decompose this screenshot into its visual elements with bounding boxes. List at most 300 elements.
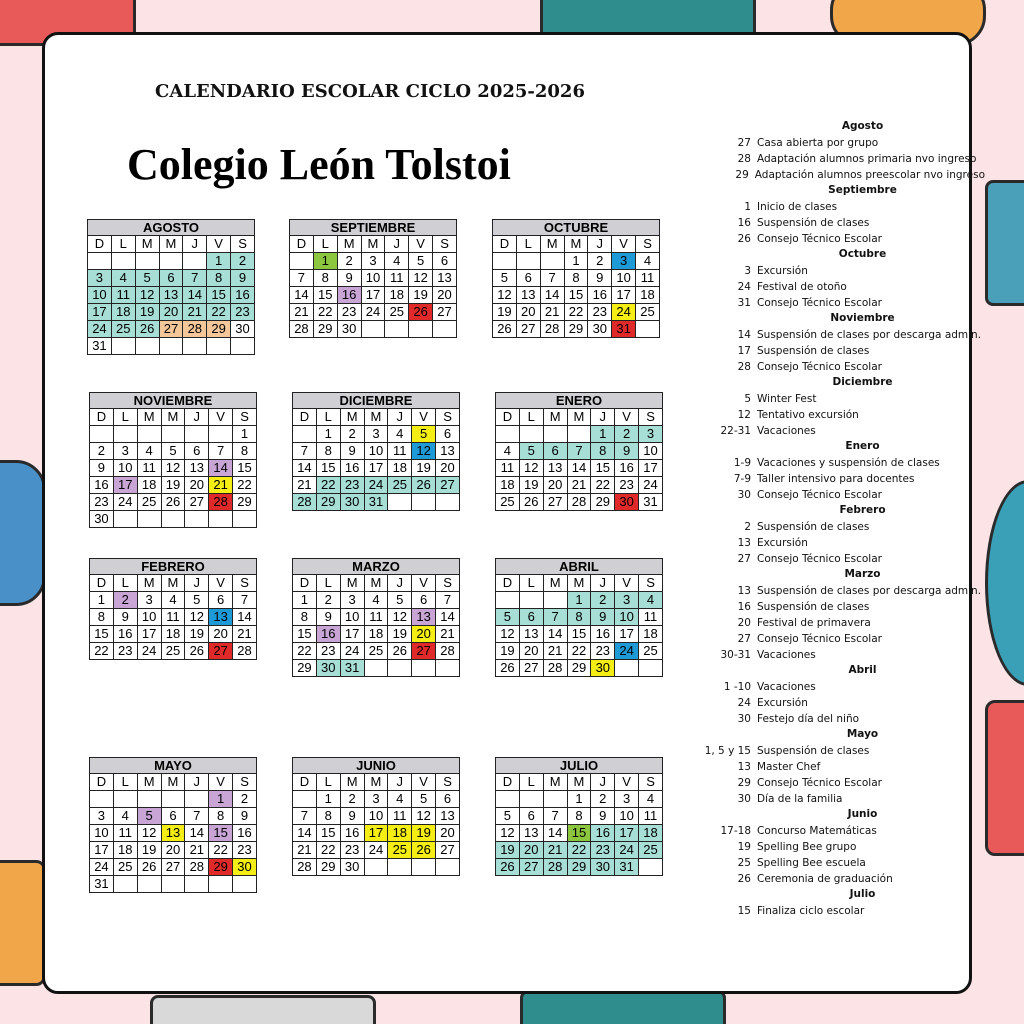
event-text: Adaptación alumnos preescolar nvo ingreso — [754, 169, 985, 181]
day-cell: 18 — [364, 626, 388, 643]
day-cell: 2 — [90, 443, 114, 460]
day-cell: 27 — [436, 477, 460, 494]
day-cell: 11 — [113, 825, 137, 842]
event-date: 17-18 — [720, 825, 751, 837]
day-cell: 3 — [113, 443, 137, 460]
event-text: Taller intensivo para docentes — [757, 473, 915, 485]
weekday-header: V — [209, 409, 233, 426]
day-cell: 15 — [564, 287, 588, 304]
event-date: 16 — [737, 217, 751, 229]
empty-cell — [113, 876, 137, 893]
day-cell: 16 — [340, 825, 364, 842]
weekday-header: V — [412, 575, 436, 592]
weekday-header: D — [88, 236, 112, 253]
empty-cell — [113, 791, 137, 808]
event-text: Winter Fest — [757, 393, 817, 405]
day-cell: 2 — [233, 791, 257, 808]
event-date: 30 — [737, 793, 751, 805]
event-text: Suspensión de clases — [757, 745, 870, 757]
empty-cell — [543, 791, 567, 808]
day-cell: 7 — [293, 443, 317, 460]
weekday-header: S — [233, 774, 257, 791]
event-item — [685, 167, 985, 183]
weekday-header: L — [313, 236, 337, 253]
day-cell: 3 — [612, 253, 636, 270]
day-cell: 25 — [137, 494, 161, 511]
day-cell: 4 — [137, 443, 161, 460]
day-cell: 20 — [436, 825, 460, 842]
day-cell: 4 — [388, 426, 412, 443]
month-title: FEBRERO — [89, 558, 257, 574]
day-cell: 8 — [233, 443, 257, 460]
day-cell: 12 — [493, 287, 517, 304]
empty-cell — [113, 426, 137, 443]
events-month-heading: Mayo — [846, 728, 879, 740]
day-cell: 25 — [388, 842, 412, 859]
day-cell: 20 — [519, 643, 543, 660]
day-cell: 25 — [388, 477, 412, 494]
month-febrero — [89, 558, 257, 660]
month-enero — [495, 392, 663, 511]
empty-cell — [364, 859, 388, 876]
day-cell: 30 — [588, 321, 612, 338]
day-cell: 23 — [233, 842, 257, 859]
weekday-header: V — [209, 774, 233, 791]
day-cell: 20 — [543, 477, 567, 494]
event-item — [685, 631, 985, 647]
day-cell: 21 — [185, 842, 209, 859]
empty-cell — [111, 253, 135, 270]
event-date: 28 — [737, 153, 751, 165]
day-cell: 28 — [567, 494, 591, 511]
day-cell: 9 — [591, 609, 615, 626]
day-cell: 20 — [412, 626, 436, 643]
day-cell: 18 — [113, 842, 137, 859]
event-date: 2 — [744, 521, 751, 533]
day-cell: 15 — [316, 825, 340, 842]
day-cell: 24 — [113, 494, 137, 511]
day-cell: 1 — [567, 791, 591, 808]
day-cell: 23 — [113, 643, 137, 660]
empty-cell — [636, 321, 660, 338]
event-item — [685, 199, 985, 215]
day-cell: 27 — [519, 660, 543, 677]
day-cell: 5 — [409, 253, 433, 270]
day-cell: 3 — [364, 791, 388, 808]
day-cell: 12 — [496, 825, 520, 842]
empty-cell — [519, 592, 543, 609]
empty-cell — [388, 494, 412, 511]
empty-cell — [567, 426, 591, 443]
day-cell: 8 — [209, 808, 233, 825]
month-title: ENERO — [495, 392, 663, 408]
day-cell: 13 — [209, 609, 233, 626]
day-cell: 29 — [564, 321, 588, 338]
weekday-header: D — [496, 575, 520, 592]
day-cell: 22 — [233, 477, 257, 494]
day-cell: 10 — [364, 808, 388, 825]
event-text: Consejo Técnico Escolar — [757, 361, 882, 373]
day-cell: 21 — [183, 304, 207, 321]
day-cell: 8 — [316, 808, 340, 825]
event-text: Consejo Técnico Escolar — [757, 633, 882, 645]
day-cell: 15 — [90, 626, 114, 643]
weekday-header: V — [209, 575, 233, 592]
month-junio — [292, 757, 460, 876]
day-cell: 24 — [137, 643, 161, 660]
event-item — [685, 519, 985, 535]
event-item — [685, 679, 985, 695]
events-month-heading: Diciembre — [832, 376, 893, 388]
day-cell: 19 — [412, 460, 436, 477]
day-cell: 27 — [185, 494, 209, 511]
decor-globe-right — [985, 480, 1024, 686]
day-cell: 20 — [436, 460, 460, 477]
day-cell: 6 — [543, 443, 567, 460]
empty-cell — [183, 338, 207, 355]
day-cell: 28 — [185, 859, 209, 876]
weekday-header: J — [388, 774, 412, 791]
empty-cell — [293, 791, 317, 808]
day-cell: 10 — [137, 609, 161, 626]
event-text: Suspensión de clases — [757, 217, 870, 229]
event-item — [685, 695, 985, 711]
empty-cell — [519, 791, 543, 808]
event-item — [685, 551, 985, 567]
event-text: Inicio de clases — [757, 201, 838, 213]
event-text: Festival de otoño — [757, 281, 847, 293]
day-cell: 9 — [340, 808, 364, 825]
day-cell: 13 — [543, 460, 567, 477]
day-cell: 4 — [639, 592, 663, 609]
day-cell: 3 — [364, 426, 388, 443]
day-cell: 13 — [159, 287, 183, 304]
day-cell: 12 — [161, 460, 185, 477]
weekday-header: D — [496, 409, 520, 426]
day-cell: 19 — [185, 626, 209, 643]
day-cell: 18 — [636, 287, 660, 304]
day-cell: 13 — [185, 460, 209, 477]
day-cell: 9 — [231, 270, 255, 287]
empty-cell — [290, 253, 314, 270]
day-cell: 1 — [233, 426, 257, 443]
event-item — [685, 839, 985, 855]
event-text: Consejo Técnico Escolar — [757, 553, 882, 565]
decor-globe-left — [0, 460, 46, 606]
day-cell: 7 — [436, 592, 460, 609]
event-text: Spelling Bee escuela — [757, 857, 866, 869]
day-cell: 22 — [209, 842, 233, 859]
day-cell: 1 — [90, 592, 114, 609]
day-cell: 15 — [207, 287, 231, 304]
day-cell: 5 — [412, 791, 436, 808]
day-cell: 12 — [412, 443, 436, 460]
event-date: 29 — [737, 777, 751, 789]
day-cell: 3 — [340, 592, 364, 609]
month-diciembre — [292, 392, 460, 511]
day-cell: 29 — [316, 494, 340, 511]
day-cell: 6 — [185, 443, 209, 460]
day-cell: 17 — [615, 825, 639, 842]
day-cell: 6 — [436, 791, 460, 808]
day-cell: 11 — [639, 609, 663, 626]
day-cell: 4 — [161, 592, 185, 609]
day-cell: 1 — [591, 426, 615, 443]
day-cell: 12 — [519, 460, 543, 477]
weekday-header: M — [340, 774, 364, 791]
empty-cell — [639, 660, 663, 677]
empty-cell — [185, 791, 209, 808]
day-cell: 28 — [543, 660, 567, 677]
empty-cell — [412, 859, 436, 876]
events-month-heading: Marzo — [844, 568, 881, 580]
day-cell: 11 — [388, 808, 412, 825]
event-date: 26 — [737, 873, 751, 885]
empty-cell — [615, 660, 639, 677]
month-title: ABRIL — [495, 558, 663, 574]
day-cell: 27 — [433, 304, 457, 321]
event-item — [685, 231, 985, 247]
empty-cell — [209, 511, 233, 528]
event-date: 13 — [737, 537, 751, 549]
events-month-heading: Octubre — [838, 248, 887, 260]
weekday-header: M — [567, 774, 591, 791]
event-text: Concurso Matemáticas — [757, 825, 877, 837]
weekday-header: D — [90, 575, 114, 592]
day-cell: 4 — [639, 791, 663, 808]
weekday-header: J — [591, 774, 615, 791]
day-cell: 22 — [567, 842, 591, 859]
weekday-header: D — [90, 409, 114, 426]
day-cell: 7 — [540, 270, 564, 287]
day-cell: 16 — [588, 287, 612, 304]
weekday-header: V — [412, 774, 436, 791]
event-item — [685, 599, 985, 615]
day-cell: 29 — [207, 321, 231, 338]
day-cell: 22 — [316, 842, 340, 859]
day-cell: 16 — [113, 626, 137, 643]
empty-cell — [293, 426, 317, 443]
day-cell: 6 — [159, 270, 183, 287]
events-list — [685, 119, 985, 919]
day-cell: 5 — [496, 609, 520, 626]
empty-cell — [233, 511, 257, 528]
day-cell: 22 — [591, 477, 615, 494]
event-text: Suspensión de clases por descarga admin. — [757, 329, 982, 341]
empty-cell — [137, 876, 161, 893]
day-cell: 20 — [161, 842, 185, 859]
day-cell: 24 — [90, 859, 114, 876]
day-cell: 31 — [88, 338, 112, 355]
day-cell: 1 — [209, 791, 233, 808]
event-item — [685, 615, 985, 631]
event-text: Casa abierta por grupo — [757, 137, 879, 149]
event-text: Excursión — [757, 537, 808, 549]
day-cell: 23 — [340, 477, 364, 494]
day-cell: 15 — [591, 460, 615, 477]
event-item — [685, 151, 985, 167]
empty-cell — [388, 859, 412, 876]
events-month-heading: Junio — [847, 808, 878, 820]
day-cell: 19 — [409, 287, 433, 304]
day-cell: 30 — [231, 321, 255, 338]
day-cell: 10 — [88, 287, 112, 304]
day-cell: 5 — [161, 443, 185, 460]
day-cell: 28 — [543, 859, 567, 876]
day-cell: 4 — [496, 443, 520, 460]
day-cell: 7 — [233, 592, 257, 609]
day-cell: 4 — [113, 808, 137, 825]
day-cell: 3 — [615, 791, 639, 808]
event-item — [685, 487, 985, 503]
event-item — [685, 343, 985, 359]
day-cell: 21 — [567, 477, 591, 494]
day-cell: 30 — [591, 660, 615, 677]
weekday-header: L — [316, 409, 340, 426]
day-cell: 16 — [615, 460, 639, 477]
day-cell: 2 — [615, 426, 639, 443]
day-cell: 15 — [209, 825, 233, 842]
weekday-header: S — [231, 236, 255, 253]
day-cell: 27 — [543, 494, 567, 511]
day-cell: 16 — [340, 460, 364, 477]
weekday-header: M — [340, 409, 364, 426]
event-text: Suspensión de clases por descarga admin. — [757, 585, 982, 597]
empty-cell — [161, 791, 185, 808]
day-cell: 23 — [337, 304, 361, 321]
month-julio — [495, 757, 663, 876]
event-item — [685, 407, 985, 423]
month-table — [89, 574, 257, 660]
day-cell: 20 — [433, 287, 457, 304]
event-text: Excursión — [757, 697, 808, 709]
empty-cell — [496, 426, 520, 443]
day-cell: 16 — [90, 477, 114, 494]
decor-crayon — [0, 860, 46, 986]
weekday-header: L — [519, 575, 543, 592]
empty-cell — [543, 592, 567, 609]
event-text: Consejo Técnico Escolar — [757, 777, 882, 789]
weekday-header: S — [233, 575, 257, 592]
day-cell: 2 — [316, 592, 340, 609]
day-cell: 9 — [588, 270, 612, 287]
event-text: Consejo Técnico Escolar — [757, 233, 882, 245]
day-cell: 23 — [615, 477, 639, 494]
day-cell: 11 — [137, 460, 161, 477]
day-cell: 20 — [209, 626, 233, 643]
day-cell: 30 — [337, 321, 361, 338]
month-table — [495, 574, 663, 677]
day-cell: 22 — [567, 643, 591, 660]
day-cell: 2 — [231, 253, 255, 270]
day-cell: 26 — [161, 494, 185, 511]
weekday-header: S — [436, 774, 460, 791]
day-cell: 26 — [185, 643, 209, 660]
day-cell: 25 — [113, 859, 137, 876]
weekday-header: M — [543, 774, 567, 791]
day-cell: 4 — [385, 253, 409, 270]
day-cell: 21 — [293, 477, 317, 494]
day-cell: 19 — [388, 626, 412, 643]
event-date: 13 — [737, 761, 751, 773]
decor-pencil-right — [985, 700, 1024, 856]
events-month-heading: Abril — [848, 664, 877, 676]
decor-cup — [985, 180, 1024, 306]
day-cell: 26 — [388, 643, 412, 660]
day-cell: 27 — [412, 643, 436, 660]
day-cell: 18 — [496, 477, 520, 494]
weekday-header: M — [161, 409, 185, 426]
day-cell: 19 — [412, 825, 436, 842]
month-table — [89, 408, 257, 528]
day-cell: 31 — [612, 321, 636, 338]
event-text: Consejo Técnico Escolar — [757, 297, 882, 309]
decor-notebook — [520, 990, 726, 1024]
empty-cell — [113, 511, 137, 528]
empty-cell — [233, 876, 257, 893]
empty-cell — [496, 791, 520, 808]
day-cell: 22 — [313, 304, 337, 321]
day-cell: 21 — [436, 626, 460, 643]
day-cell: 2 — [113, 592, 137, 609]
empty-cell — [137, 791, 161, 808]
month-table — [492, 235, 660, 338]
day-cell: 31 — [639, 494, 663, 511]
event-text: Excursión — [757, 265, 808, 277]
weekday-header: L — [113, 409, 137, 426]
day-cell: 18 — [137, 477, 161, 494]
day-cell: 23 — [591, 842, 615, 859]
empty-cell — [436, 494, 460, 511]
day-cell: 23 — [591, 643, 615, 660]
event-text: Vacaciones y suspensión de clases — [757, 457, 940, 469]
day-cell: 1 — [564, 253, 588, 270]
day-cell: 29 — [591, 494, 615, 511]
weekday-header: D — [493, 236, 517, 253]
month-title: JUNIO — [292, 757, 460, 773]
weekday-header: J — [185, 575, 209, 592]
day-cell: 24 — [364, 842, 388, 859]
day-cell: 11 — [639, 808, 663, 825]
weekday-header: J — [388, 409, 412, 426]
day-cell: 23 — [588, 304, 612, 321]
empty-cell — [183, 253, 207, 270]
day-cell: 2 — [340, 791, 364, 808]
day-cell: 16 — [337, 287, 361, 304]
day-cell: 6 — [436, 426, 460, 443]
day-cell: 5 — [519, 443, 543, 460]
weekday-header: S — [639, 575, 663, 592]
day-cell: 7 — [543, 808, 567, 825]
day-cell: 3 — [361, 253, 385, 270]
day-cell: 7 — [293, 808, 317, 825]
day-cell: 14 — [183, 287, 207, 304]
day-cell: 3 — [88, 270, 112, 287]
day-cell: 5 — [388, 592, 412, 609]
event-item — [685, 359, 985, 375]
day-cell: 13 — [412, 609, 436, 626]
event-date: 19 — [737, 841, 751, 853]
day-cell: 17 — [615, 626, 639, 643]
day-cell: 10 — [113, 460, 137, 477]
weekday-header: M — [137, 575, 161, 592]
month-table — [292, 574, 460, 677]
event-item — [685, 647, 985, 663]
event-date: 29 — [735, 169, 749, 181]
day-cell: 7 — [543, 609, 567, 626]
day-cell: 23 — [231, 304, 255, 321]
day-cell: 26 — [493, 321, 517, 338]
